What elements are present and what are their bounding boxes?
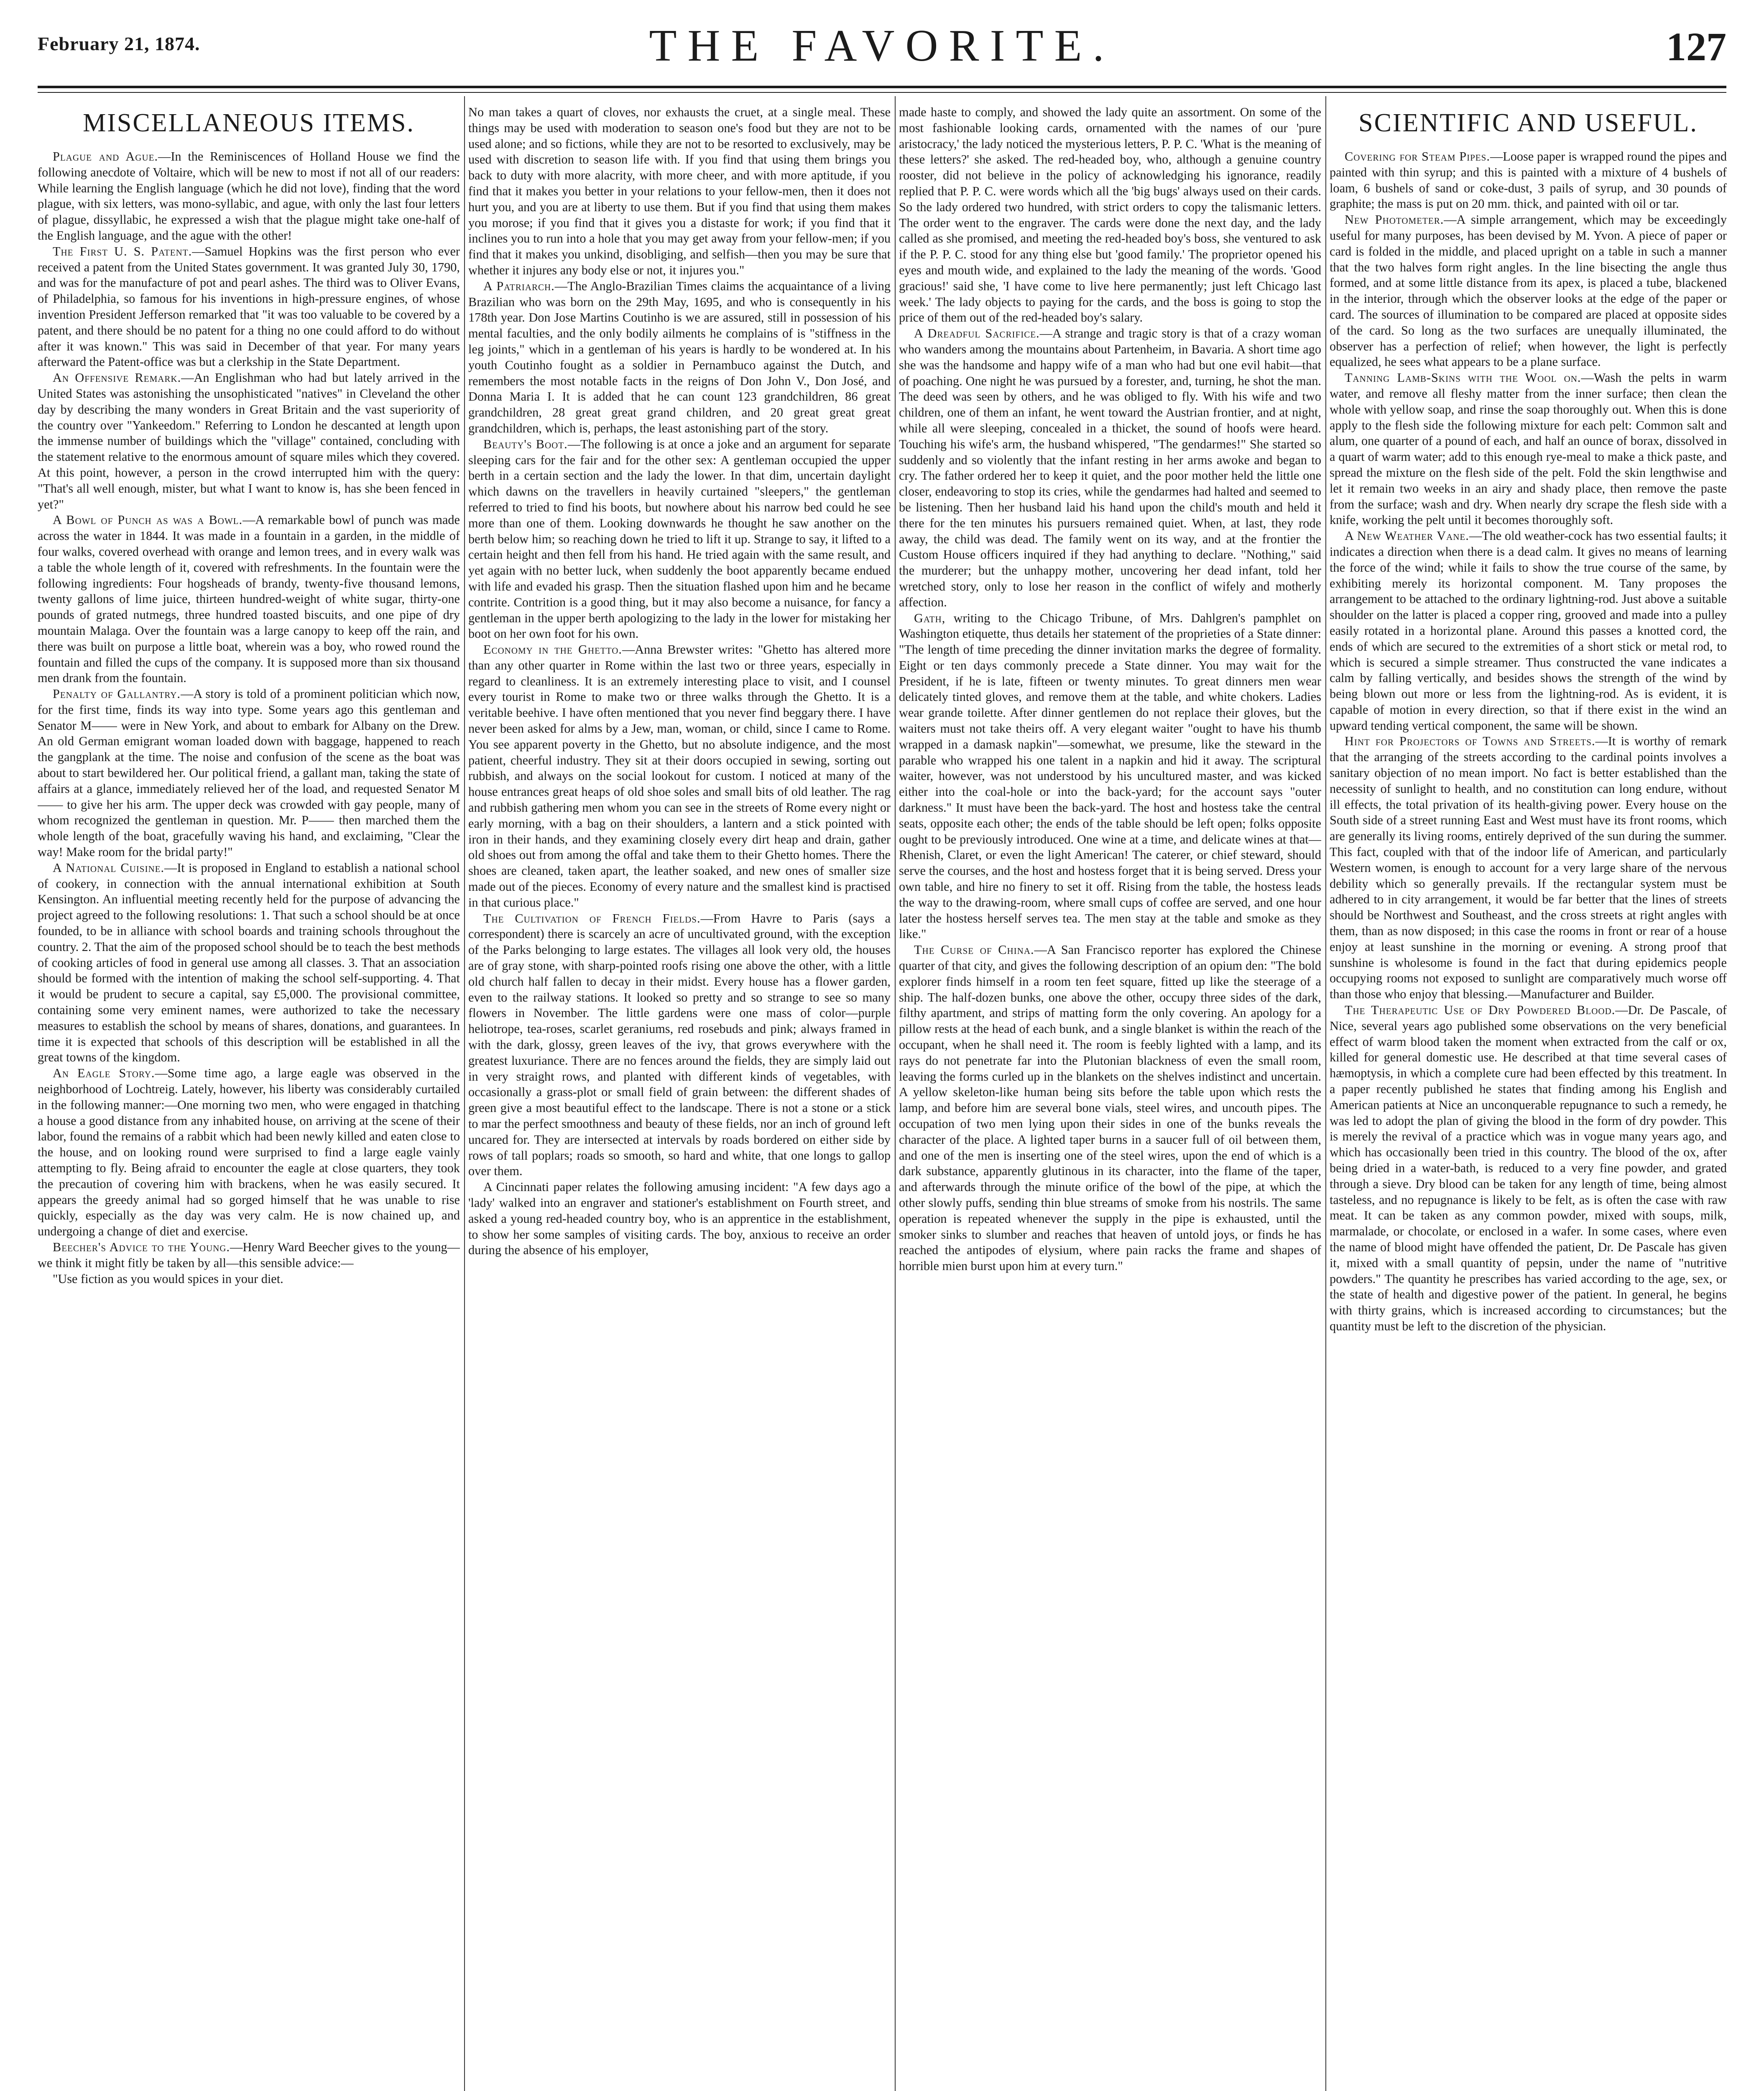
article-body: made haste to comply, and showed the lady quite an assortment. On some of the most fashionable looking cards, ornamented with the names of our 'pure aristocracy,' the lady noticed the mysterious letters, P. P. C. 'What is the meaning of these letters?' she asked. The red-headed boy, who, although a genuine country rooster, did not believe in the policy of acknowledging his ignorance, readily replied that P. P. C. were words which all the 'big bugs' always used on their cards. So the lady ordered two hundred, with strict orders to copy the talismanic letters. The order went to the engraver. The cards were done the next day, and the lady called as she promised, and meeting the red-headed boy's boss, she ventured to ask if the P. P. C. stood for any thing else but 'good family.' The proprietor opened his eyes and mouth wide, and explained to the lady the meaning of the words. 'Good gracious!' said she, 'I have come to live here permanently; just left Chicago last week.' The lady objects to paying for the cards, and the boss is going to stop the price of them out of the red-headed boy's salary. [899, 105, 1321, 325]
article-paragraph [468, 911, 891, 1180]
article-paragraph [468, 642, 891, 911]
column-miscellaneous-items [38, 105, 460, 2091]
article-paragraph [1330, 528, 1727, 734]
column-divider [464, 96, 465, 2091]
article-paragraph [1330, 734, 1727, 1002]
article-paragraph [1330, 212, 1727, 370]
article-heading: A National Cuisine. [53, 860, 165, 875]
masthead [38, 16, 1726, 83]
article-heading: Hint for Projectors of Towns and Streets. [1345, 734, 1596, 749]
column-divider [895, 96, 896, 2091]
article-heading: Covering for Steam Pipes. [1345, 149, 1490, 164]
article-heading: The First U. S. Patent. [53, 244, 192, 258]
article-body: —A simple arrangement, which may be exceedingly useful for many purposes, has been devised by M. Yvon. A piece of paper or card is folded in the middle, and placed upright on a table in such a manner that the two halves form right angles. In the line bisecting the angle thus formed, and at some little distance from its apex, is placed a tube, blackened in the interior, through which the observer looks at the edge of the paper or card. The sources of illumination to be compared are placed at opposite sides of the card. So long as the two surfaces are unequally illuminated, the observer has a perfection of relief; when however, the light is perfectly equalized, he sees what appears to be a plane surface. [1330, 212, 1727, 369]
article-paragraph [1330, 370, 1727, 528]
article-heading: Gath, [914, 611, 946, 625]
article-paragraph [38, 244, 460, 370]
article-paragraph [1330, 1002, 1727, 1334]
article-body: —Dr. De Pascale, of Nice, several years ago published some observations on the very beneficial effect of warm blood taken the moment when extracted from the calf or ox, killed for general domestic use. He described at that time several cases of hæmoptysis, in which a complete cure had been effected by this treatment. In a paper recently published he states that finding among his English and American patients at Nice an unconquerable repugnance to such a remedy, he was led to adopt the plan of giving the blood in the form of dry powder. This is merely the revival of a practice which was in vogue many years ago, and which has occasionally been tried in this country. The blood of the ox, after being dried in a water-bath, is reduced to a very fine powder, and grated through a sieve. Dry blood can be taken for any length of time, being almost tasteless, and no repugnance is likely to be felt, as is often the case with raw meat. It can be taken as any common powder, mixed with soups, milk, marmalade, or chocolate, or enclosed in a wafer. In some cases, where even the name of blood might have offended the patient, Dr. De Pascale has given it, mixed with a small quantity of pepsin, under the name of "nutritive powders." The quantity he prescribes has varied according to the age, sex, or the state of health and digestive power of the patient. In general, he begins with thirty grains, which is increased according to circumstances; but the quantity must be left to the discretion of the physician. [1330, 1003, 1727, 1333]
article-heading: A Dreadful Sacrifice. [914, 326, 1040, 341]
article-paragraph [899, 611, 1321, 943]
article-paragraph [38, 1271, 460, 1287]
article-body: —Henry Ward Beecher gives to the young—we think it might fitly be taken by all—this sensible advice:— [38, 1240, 460, 1270]
article-paragraph [38, 1066, 460, 1240]
column-divider [1325, 96, 1326, 2091]
article-body: A Cincinnati paper relates the following amusing incident: "A few days ago a 'lady' walked into an engraver and stationer's establishment on Fourth street, and asked a young red-headed country boy, who is an apprentice in the establishment, to show her some samples of visiting cards. The boy, anxious to receive an order during the absence of his employer, [468, 1180, 891, 1258]
article-body: —A strange and tragic story is that of a crazy woman who wanders among the mountains about Partenheim, in Bavaria. A short time ago she was the handsome and happy wife of a man who had but one evil habit—that of poaching. One night he was pursued by a forester, and, turning, he shot the man. The deed was seen by others, and he was obliged to fly. With his wife and two children, one of them an infant, he went toward the Austrian frontier, and at night, while all were sleeping, concealed in a thicket, the sound of hoofs were heard. Touching his wife's arm, the husband whispered, "The gendarmes!" She started so suddenly and so violently that the infant resting in her arms awoke and began to cry. The father ordered her to keep it quiet, and the poor mother held the little one closer, endeavoring to stop its cries, while the gendarmes had halted and seemed to be listening. Then her husband laid his hand upon the child's mouth and held it there for the ten minutes his pursuers remained quiet. When, at last, they rode away, the child was dead. The family went on its way, and at the frontier the Custom House officers inquired if they had anything to declare. "Nothing," said the murderer; but the unhappy mother, uncovering her dead infant, told her wretched story, only to lose her reason in the conflict of wifely and motherly affection. [899, 326, 1321, 609]
masthead-rule-thick [38, 86, 1726, 88]
article-body: —A remarkable bowl of punch was made across the water in 1844. It was made in a fountain in a garden, in the middle of four walks, covered overhead with orange and lemon trees, and in every walk was a table the whole length of it, covered with refreshments. In the fountain were the following ingredients: Four hogsheads of brandy, twenty-five thousand lemons, twenty gallons of lime juice, thirteen hundred-weight of white sugar, thirty-one pounds of grated nutmegs, three hundred toasted biscuits, and one pipe of dry mountain Malaga. Over the fountain was a large canopy to keep off the rain, and there was built on purpose a little boat, wherein was a boy, who rowed round the fountain and filled the cups of the company. It is supposed more than six thousand men drank from the fountain. [38, 513, 460, 685]
article-paragraph [899, 105, 1321, 326]
article-body: —Samuel Hopkins was the first person who ever received a patent from the United States government. It was granted July 30, 1790, and was for the manufacture of pot and pearl ashes. The third was to Oliver Evans, of Philadelphia, so famous for his inventions in high-pressure engines, of whose invention President Jefferson remarked that "it was too valuable to be covered by a patent, and there should be no patent for a thing no one could afford to do without after it was known." This was said in December of that year. For many years afterward the Patent-office was but a clerkship in the State Department. [38, 244, 460, 369]
masthead-rule-thin [38, 92, 1726, 93]
article-body: writing to the Chicago Tribune, of Mrs. Dahlgren's pamphlet on Washington etiquette, thus details her statement of the proprieties of a State dinner: "The length of time preceding the dinner invitation marks the degree of formality. Eight or ten days commonly precede a State dinner. You may wait for the President, if he is late, fifteen or twenty minutes. To great dinners men wear delicately tinted gloves, and remove them at the table, and white chokers. Ladies wear grande toilette. After dinner gentlemen do not replace their gloves, but the waiters must not take theirs off. A very elegant waiter "ought to have his thumb wrapped in a damask napkin"—somewhat, we presume, like the steward in the parable who wrapped his one talent in a napkin and hid it away. The scriptural waiter, however, was not understood by his uncultured master, and was kicked either into the coal-hole or into the back-yard; for the account says "outer darkness." It must have been the back-yard. The host and hostess take the central seats, opposite each other; the ends of the table should be left open; folks opposite ought to be previously introduced. One wine at a time, and delicate wines at that—Rhenish, Claret, or even the light American! The caterer, or chief steward, should serve the courses, and the host and hostess forget that it is being served. Dress your own table, and hire no finery to set it off. Rising from the table, the hostess leads the way to the drawing-room, where small cups of coffee are served, and one hour later the hostess herself serves tea. The men stay at the table and smoke as they like." [899, 611, 1321, 941]
article-body: —The Anglo-Brazilian Times claims the acquaintance of a living Brazilian who was born on the 29th May, 1695, and who is consequently in his 178th year. Don Jose Martins Coutinho is we are assured, still in possession of his mental faculties, and the only bodily ailments he complains of is "stiffness in the leg joints," which in a gentleman of his years is hardly to be wondered at. In his youth Coutinho fought as a soldier in Pernambuco against the Dutch, and remembers the most notable facts in the reigns of Don John V., Don José, and Donna Maria I. It is added that he can count 123 grandchildren, 86 great grandchildren, 28 great great grand children, and 20 great great great grandchildren, which is, perhaps, the least astonishing part of the story. [468, 279, 891, 435]
article-body: —A story is told of a prominent politician which now, for the first time, finds its way into type. Some years ago this gentleman and Senator M—— were in New York, and about to embark for Albany on the Drew. An old German emigrant woman loaded down with baggage, happened to reach the gangplank at the time. The noise and confusion of the scene as the boat was about to start bewildered her. Our political friend, a gallant man, taking the state of affairs at a glance, immediately relieved her of the load, and requested Senator M—— to give her his arm. The upper deck was crowded with gay people, many of whom recognized the gentleman in question. Mr. P—— then marched them the whole length of the boat, gracefully waving his hand, and exclaiming, "Clear the way! Make room for the bridal party!" [38, 687, 460, 859]
article-heading: Penalty of Gallantry. [53, 687, 181, 701]
article-heading: Tanning Lamb-Skins with the Wool on. [1345, 371, 1581, 385]
article-paragraph [38, 149, 460, 244]
article-heading: A Patriarch. [483, 279, 555, 293]
article-heading: A New Weather Vane. [1345, 529, 1469, 543]
article-paragraph [38, 860, 460, 1066]
article-heading: Economy in the Ghetto. [483, 642, 622, 657]
article-paragraph [38, 1240, 460, 1271]
article-body: —It is worthy of remark that the arranging of the streets according to the cardinal points involves a sanitary objection of no mean import. No fact is better established than the necessity of sunlight to health, and no constitution can long endure, without ill effects, the total privation of its health-giving power. Every house on the South side of a street running East and West must have its front rooms, which are generally its living rooms, entirely deprived of the sun during the summer. This fact, coupled with that of the indoor life of American, and particularly Western women, is enough to account for a very large share of the nervous debility which so generally prevails. If the rectangular system must be adhered to in city arrangement, it would be far better that the lines of streets should be Northwest and Southeast, and the cross streets at right angles with them, than as now disposed; in this case the rooms in front or rear of a house enjoy at least sunshine in the morning or evening. A strong proof that sunshine is wholesome is found in the fact that during epidemics people occupying rooms not exposed to sunlight are comparatively much worse off than those who enjoy that blessing.—Manufacturer and Builder. [1330, 734, 1727, 1002]
article-paragraph [899, 326, 1321, 610]
article-paragraph [38, 512, 460, 686]
column-two [468, 105, 891, 2091]
article-body: —In the Reminiscences of Holland House we find the following anecdote of Voltaire, which will be new to most if not all of our readers: While learning the English language (which he did not love), finding that the word plague, with six letters, was mono-syllabic, and ague, with only the last four letters of plague, dissyllabic, he expressed a wish that the plague might take one-half of the English language, and the ague with the other! [38, 149, 460, 243]
article-heading: Beauty's Boot. [483, 437, 568, 451]
article-body: —A San Francisco reporter has explored the Chinese quarter of that city, and gives the following description of an opium den: "The bold explorer finds himself in a room ten feet square, fitted up like the steerage of a ship. The half-dozen bunks, one above the other, occupy three sides of the dark, filthy apartment, and strips of matting form the only covering. An apology for a pillow rests at the head of each bunk, and a single blanket is within the reach of the occupant, when he shall need it. The room is feebly lighted with a lamp, and its rays do not penetrate far into the Plutonian blackness of even the small room, leaving the forms curled up in the blankets on the shelves indistinct and uncertain. A yellow skeleton-like human being sits before the table upon which rests the lamp, and before him are several bone vials, steel wires, and uncouth pipes. The occupation of two men lying upon their sides in one of the bunks reveals the character of the place. A lighted taper burns in a saucer full of oil between them, and one of the men is inserting one of the steel wires, upon the end of which is a dark substance, apparently glutinous in its character, into the flame of the taper, and afterwards through the minute orifice of the bowl of the pipe, at which the other slowly puffs, sending thin blue streams of smoke from his nostrils. The same operation is repeated whenever the supply in the pipe is exhausted, until the smoker sinks to slumber and reaches that heaven of untold joys, or finds he has reached the antipodes of elysium, where pain racks the frame and shapes of horrible mien burst upon him at every turn." [899, 943, 1321, 1273]
article-heading: Beecher's Advice to the Young. [53, 1240, 230, 1254]
column-three [899, 105, 1321, 2091]
page-number: 127 [1666, 24, 1726, 69]
article-paragraph [1330, 149, 1727, 212]
article-paragraph [38, 686, 460, 860]
article-paragraph [468, 437, 891, 642]
article-heading: New Photometer. [1345, 212, 1444, 227]
article-body: —Wash the pelts in warm water, and remove all fleshy matter from the inner surface; then clean the whole with yellow soap, and rinse the soap thoroughly out. When this is done apply to the flesh side the following mixture for each pelt: Common salt and alum, one quarter of a pound of each, and half an ounce of borax, dissolved in a quart of warm water; add to this enough rye-meal to make a thick paste, and spread the mixture on the flesh side of the pelt. Fold the skin lengthwise and let it remain two weeks in an airy and shady place, then remove the paste from the surface; wash and dry. When nearly dry scrape the flesh side with a knife, working the pelt until it becomes thoroughly soft. [1330, 371, 1727, 527]
newspaper-title: THE FAVORITE. [649, 21, 1115, 71]
article-heading: An Eagle Story. [53, 1066, 155, 1081]
article-body: —Some time ago, a large eagle was observed in the neighborhood of Lochtreig. Lately, however, his liberty was considerably curtailed in the following manner:—One morning two men, who were engaged in thatching a house a good distance from any inhabited house, on arriving at the scene of their labor, found the remains of a rabbit which had been newly killed and eaten close to the house, and on looking round were surprised to find a large eagle vainly attempting to fly. Being afraid to encounter the eagle at close quarters, they took the precaution of covering him with brackens, when he was easily secured. It appears the greedy animal had so gorged himself that he was unable to rise quickly, especially as the day was very calm. He is now chained up, and undergoing a change of diet and exercise. [38, 1066, 460, 1239]
article-heading: The Therapeutic Use of Dry Powdered Blood. [1345, 1003, 1616, 1017]
article-body: —From Havre to Paris (says a correspondent) there is scarcely an acre of uncultivated ground, with the exception of the Parks belonging to large estates. The villages all look very old, the houses are of gray stone, with sharp-pointed roofs rising one above the other, with a little old church half fallen to decay in their midst. Every house has a flower garden, even to the railway stations. It looked so pretty and so strange to see so many flowers in November. The little gardens were one mass of color—purple heliotrope, tea-roses, scarlet geraniums, red rosebuds and pink; always framed in with the dark, glossy, green leaves of the ivy, that grows everywhere with the greatest luxuriance. There are no fences around the fields, they are simply laid out in very straight rows, and planted with different kinds of vegetables, with occasionally a grass-plot or small field of grain between: the different shades of green give a most beautiful effect to the landscape. There is not a stone or a stick to mar the perfect smoothness and beauty of these fields, nor an inch of ground left uncared for. They are intersected at intervals by roads bordered on either side by rows of tall poplars; roads so smooth, so hard and white, that one longs to gallop over them. [468, 911, 891, 1178]
article-paragraph [38, 370, 460, 512]
article-body: —The following is at once a joke and an argument for separate sleeping cars for the fair and for the other sex: A gentleman occupied the upper berth in a certain section and the lady the lower. In that dim, uncertain daylight which dawns on the travellers in heavily curtained "sleepers," the gentleman referred to tried to find his boots, but nowhere about his narrow bed could he see more than one of them. Looking downwards he thought he saw another on the berth below him; so reaching down he tried to lift it up. Strange to say, it lifted to a certain height and then fell from his hand. He tried again with the same result, and yet again with no better luck, when suddenly the boot apparently became endued with life and evaded his grasp. Then the situation flashed upon him and he became contrite. Contrition is a good thing, but it may also become a nuisance, for fancy a gentleman in the upper berth apologizing to the lady in the lower for mistaking her boot on her own foot for his own. [468, 437, 891, 641]
article-heading: The Cultivation of French Fields. [483, 911, 701, 925]
article-paragraph [468, 105, 891, 279]
article-paragraph [468, 1179, 891, 1258]
article-heading: A Bowl of Punch as was a Bowl. [53, 513, 243, 527]
article-body: —Loose paper is wrapped round the pipes and painted with thin syrup; and this is painted with a mixture of 4 bushels of loam, 6 bushels of sand or coke-dust, 3 pails of syrup, and 30 pounds of graphite; the mass is put on 20 mm. thick, and painted with oil or tar. [1330, 149, 1727, 211]
article-body: —It is proposed in England to establish a national school of cookery, in connection with the annual international exhibition at South Kensington. An influential meeting recently held for the purpose of advancing the project agreed to the following resolutions: 1. That such a school should be at once founded, to be in alliance with school boards and training schools throughout the country. 2. That the aim of the proposed school should be to teach the best methods of cooking articles of food in general use among all classes. 3. That an association should be formed with the intention of making the school self-supporting. 4. That it would be prudent to secure a capital, say £5,000. The provisional committee, containing some very eminent names, were authorized to take the necessary measures to establish the school by means of shares, donations, and guarantees. In time it is expected that schools of this description will be established in all the great towns of the kingdom. [38, 860, 460, 1065]
issue-date: February 21, 1874. [38, 33, 200, 54]
article-body: —Anna Brewster writes: "Ghetto has altered more than any other quarter in Rome within the last two or three years, especially in regard to cleanliness. It is an extremely interesting place to visit, and I counsel every tourist in Rome to make two or three walks through the Ghetto. It is a veritable beehive. I have often mentioned that you never find beggary there. I have never been asked for alms by a Jew, man, woman, or child, since I came to Rome. You see apparent poverty in the Ghetto, but no absolute indigence, and the most patient, cheerful industry. They sit at their doors occupied in sewing, sorting out rubbish, and always on the social lookout for custom. I noticed at many of the house entrances great heaps of old shoe soles and small bits of old leather. The rag and rubbish gathering men whom you can see in the streets of Rome every night or early morning, with a bag on their shoulders, a lantern and a stick pointed with iron in their hands, and they examining closely every dirt heap and drain, gather old shoes out from among the offal and take them to their Ghetto homes. There the shoes are cleaned, taken apart, the leather soaked, and new ones of smaller size made out of the pieces. Economy of every nature and the smallest kind is practised in that curious place." [468, 642, 891, 910]
article-body: —An Englishman who had but lately arrived in the United States was astonishing the unsophisticated "natives" in Cleveland the other day by describing the many wonders in Great Britain and the vast superiority of the country over "Yankeedom." Referring to London he descanted at length upon the immense number of buildings which the "village" contained, concluding with the statement relative to the enormous amount of square miles which they covered. At this point, however, a person in the crowd interrupted him with the query: "That's all well enough, mister, but what I want to know is, has she been fenced in yet?" [38, 371, 460, 511]
article-heading: The Curse of China. [914, 943, 1034, 957]
article-heading: Plague and Ague. [53, 149, 158, 164]
article-paragraph [899, 942, 1321, 1274]
article-body: —The old weather-cock has two essential faults; it indicates a direction when there is a dead calm. It gives no means of learning the force of the wind; while it fails to show the true course of the same, by exhibiting merely its horizontal component. M. Tany proposes the arrangement to be attached to the ordinary lightning-rod. Just above a suitable shoulder on the latter is placed a copper ring, grooved and made into a pulley easily rotated in a horizontal plane. Around this passes a knotted cord, the ends of which are secured to the extremities of a short stick or metal rod, to which is secured a simple streamer. Thus constructed the vane indicates a calm by falling vertically, and besides shows the strength of the wind by being blown out more or less from the lightning-rod. As is evident, it is capable of motion in every direction, so that if there exist in the wind an upward tending vertical component, the same will be shown. [1330, 529, 1727, 733]
section-heading-scientific: SCIENTIFIC AND USEFUL. [1358, 109, 1698, 137]
article-paragraph [468, 279, 891, 437]
article-body: "Use fiction as you would spices in your diet. [53, 1271, 283, 1286]
section-heading-miscellaneous: MISCELLANEOUS ITEMS. [83, 109, 415, 137]
article-heading: An Offensive Remark. [53, 371, 181, 385]
article-body: No man takes a quart of cloves, nor exhausts the cruet, at a single meal. These things may be used with moderation to season one's food but they are not to be used alone; and so fictions, while they are not to be resorted to exclusively, may be used with discretion to season life with. If you find that using them brings you back to duty with more alacrity, with more cheer, and with more aptitude, if you find that it makes you better in your relations to your fellow-men, then it does not hurt you, and you are at liberty to use them. But if you find that using them makes you morose; if you find that it gives you a distaste for work; if you find that it inclines you to run into a hole that you may get away from your fellow-men; if you find that it makes you unkind, disobliging, and selfish—then you may be sure that whether it injures any body else or not, it injures you." [468, 105, 891, 277]
column-scientific-and-useful [1330, 105, 1727, 2091]
